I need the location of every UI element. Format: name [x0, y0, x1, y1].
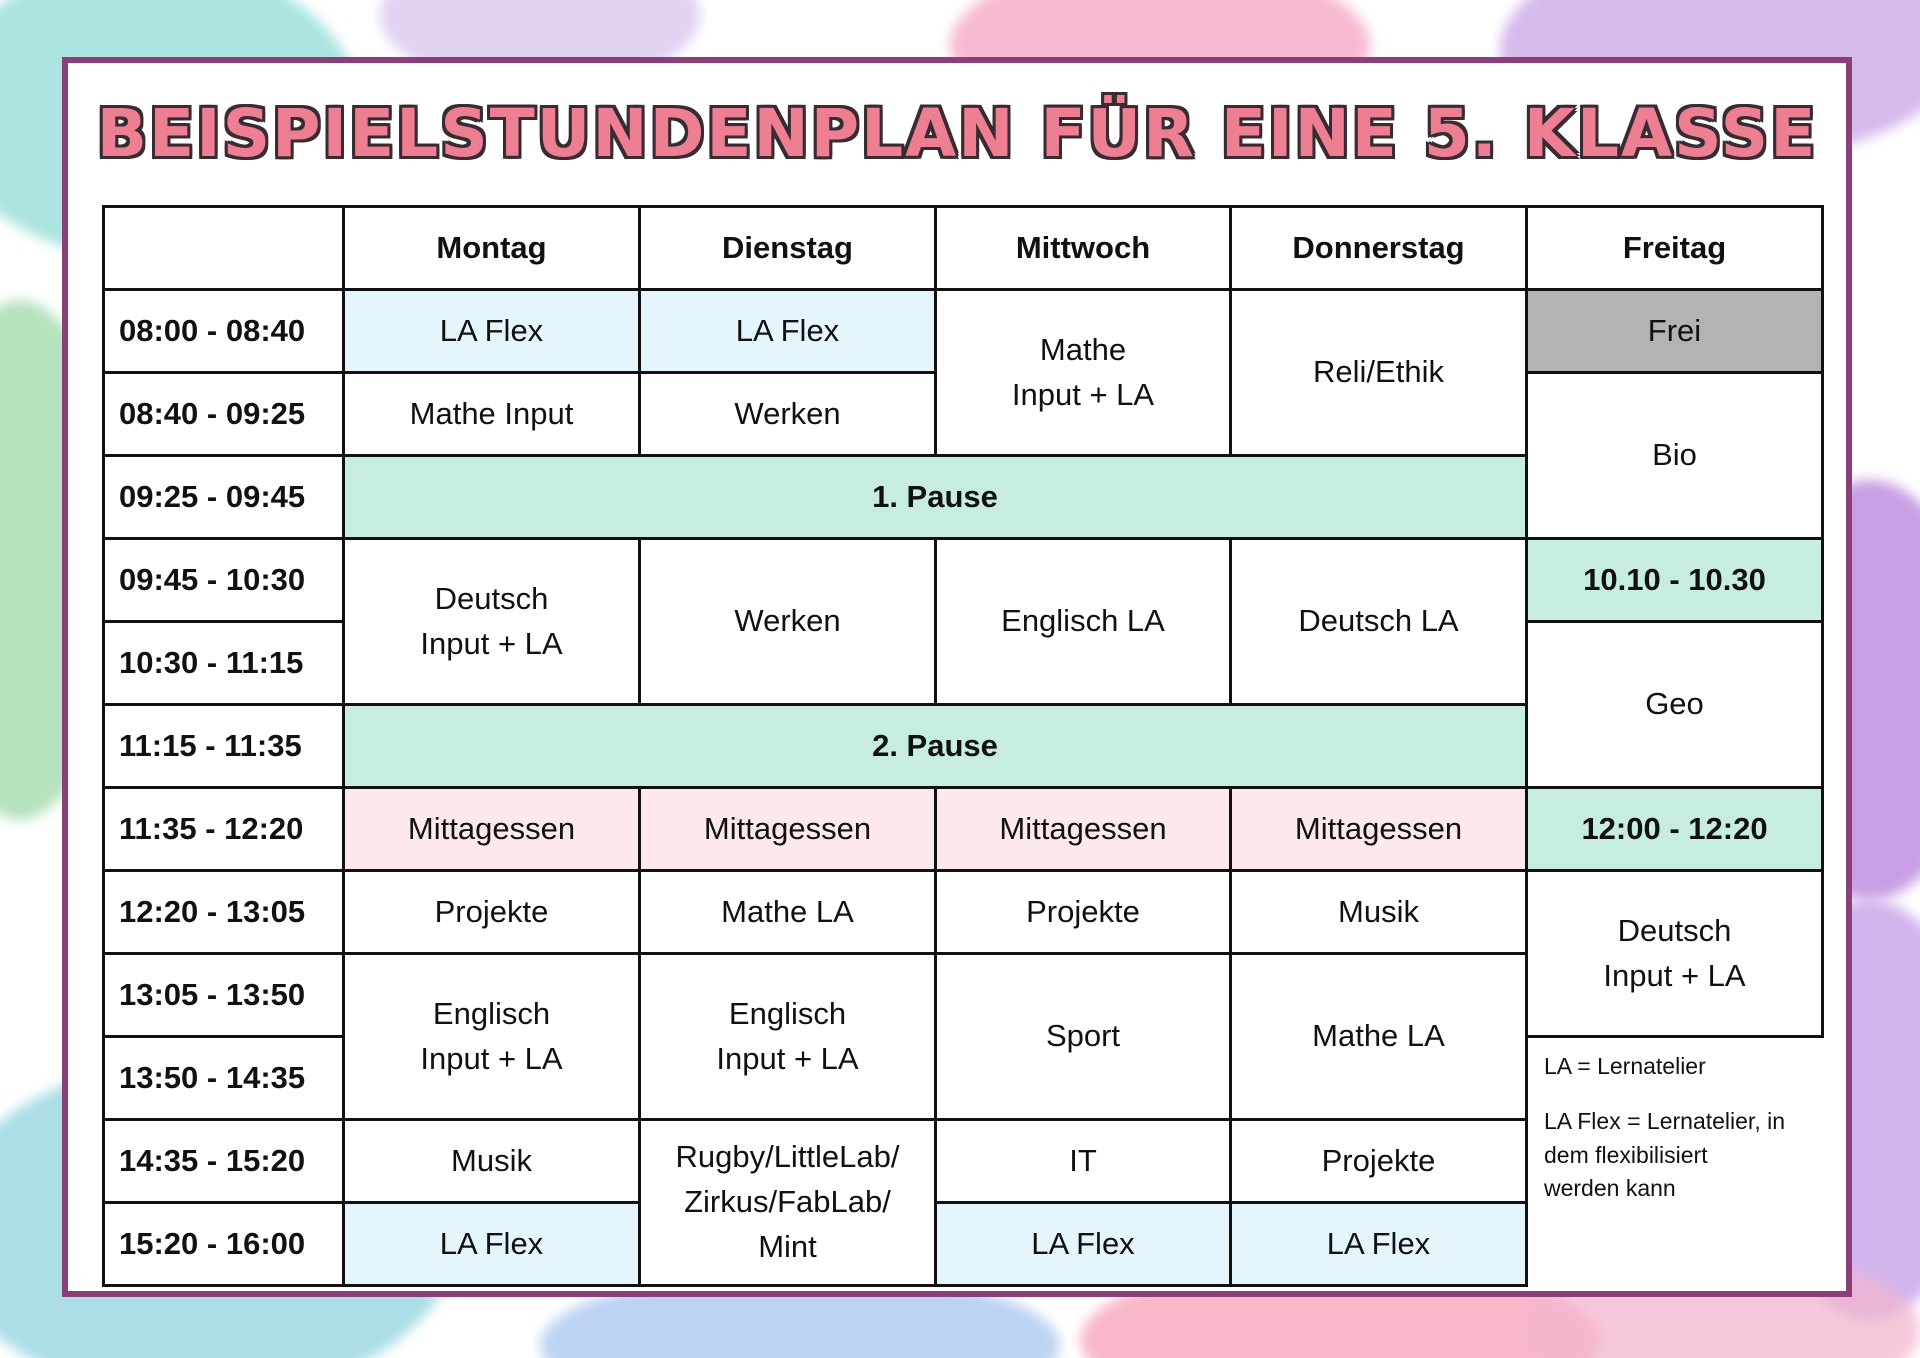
lesson-cell — [1527, 871, 1823, 1037]
lunch-cell: Mittagessen — [344, 788, 640, 871]
lesson-line: Mint — [758, 1228, 817, 1264]
lesson-cell: Bio — [1527, 373, 1823, 539]
time-cell: 15:20 - 16:00 — [104, 1203, 344, 1286]
lesson-cell: Englisch LA — [936, 539, 1231, 705]
lesson-cell — [640, 954, 936, 1120]
lunch-cell: Mittagessen — [936, 788, 1231, 871]
friday-pause-time: 12:00 - 12:20 — [1527, 788, 1823, 871]
time-cell: 14:35 - 15:20 — [104, 1120, 344, 1203]
time-cell: 13:05 - 13:50 — [104, 954, 344, 1037]
lesson-line: Mathe — [1039, 331, 1127, 367]
lesson-cell: Werken — [640, 539, 936, 705]
lesson-line: Englisch — [728, 995, 847, 1031]
lesson-cell: Musik — [344, 1120, 640, 1203]
time-cell: 13:50 - 14:35 — [104, 1037, 344, 1120]
schedule-card — [62, 57, 1852, 1297]
lesson-cell: Geo — [1527, 622, 1823, 788]
pause-bar: 1. Pause — [344, 456, 1527, 539]
lesson-cell: Mathe Input — [344, 373, 640, 456]
lesson-cell: Reli/Ethik — [1231, 290, 1527, 456]
day-header-mittwoch: Mittwoch — [936, 207, 1231, 290]
day-header-freitag: Freitag — [1527, 207, 1823, 290]
lesson-cell: Sport — [936, 954, 1231, 1120]
legend — [1527, 1037, 1823, 1286]
legend-text: werden kann — [1544, 1175, 1676, 1202]
table-row — [104, 788, 1823, 871]
lesson-cell: Musik — [1231, 871, 1527, 954]
lesson-cell — [936, 290, 1231, 456]
lesson-cell: Mathe LA — [640, 871, 936, 954]
lesson-line: Input + LA — [716, 1040, 859, 1076]
legend-text: LA Flex = Lernatelier, in — [1544, 1108, 1786, 1135]
lesson-line: Input + LA — [1603, 957, 1746, 993]
lesson-line: Rugby/LittleLab/ — [675, 1139, 900, 1175]
time-cell: 09:45 - 10:30 — [104, 539, 344, 622]
corner-cell — [104, 207, 344, 290]
time-cell: 12:20 - 13:05 — [104, 871, 344, 954]
time-cell: 08:00 - 08:40 — [104, 290, 344, 373]
lesson-cell: LA Flex — [1231, 1203, 1527, 1286]
lesson-line: Zirkus/FabLab/ — [684, 1184, 891, 1220]
table-row — [104, 539, 1823, 622]
lesson-line: Englisch — [432, 995, 551, 1031]
time-cell: 10:30 - 11:15 — [104, 622, 344, 705]
lesson-cell: LA Flex — [344, 290, 640, 373]
legend-line: LA = Lernatelier — [1544, 1053, 1706, 1079]
table-row — [104, 871, 1823, 954]
day-header-dienstag: Dienstag — [640, 207, 936, 290]
timetable — [102, 205, 1824, 1287]
lesson-cell: Projekte — [936, 871, 1231, 954]
friday-pause-time: 10.10 - 10.30 — [1527, 539, 1823, 622]
lesson-cell — [344, 954, 640, 1120]
lesson-cell: LA Flex — [344, 1203, 640, 1286]
lesson-cell — [640, 1120, 936, 1286]
lesson-cell: Werken — [640, 373, 936, 456]
lesson-cell: Projekte — [344, 871, 640, 954]
lesson-cell: LA Flex — [936, 1203, 1231, 1286]
lesson-line: Deutsch — [434, 580, 549, 616]
lesson-cell: Mathe LA — [1231, 954, 1527, 1120]
day-header-montag: Montag — [344, 207, 640, 290]
day-header-donnerstag: Donnerstag — [1231, 207, 1527, 290]
lunch-cell: Mittagessen — [1231, 788, 1527, 871]
lesson-cell: LA Flex — [640, 290, 936, 373]
legend-line — [1544, 1105, 1807, 1205]
pause-bar: 2. Pause — [344, 705, 1527, 788]
lesson-cell-free: Frei — [1527, 290, 1823, 373]
lesson-cell: Deutsch LA — [1231, 539, 1527, 705]
lesson-line: Input + LA — [1011, 376, 1155, 412]
time-cell: 09:25 - 09:45 — [104, 456, 344, 539]
table-row — [104, 207, 1823, 290]
legend-text: dem flexibilisiert — [1544, 1141, 1708, 1168]
lesson-cell — [344, 539, 640, 705]
time-cell: 11:15 - 11:35 — [104, 705, 344, 788]
page-title: BEISPIELSTUNDENPLAN FÜR EINE 5. KLASSE — [96, 95, 1818, 172]
lesson-line: Input + LA — [420, 1040, 563, 1076]
lunch-cell: Mittagessen — [640, 788, 936, 871]
lesson-cell: IT — [936, 1120, 1231, 1203]
time-cell: 08:40 - 09:25 — [104, 373, 344, 456]
lesson-line: Deutsch — [1617, 912, 1732, 948]
time-cell: 11:35 - 12:20 — [104, 788, 344, 871]
table-row — [104, 290, 1823, 373]
lesson-cell: Projekte — [1231, 1120, 1527, 1203]
lesson-line: Input + LA — [420, 625, 563, 661]
